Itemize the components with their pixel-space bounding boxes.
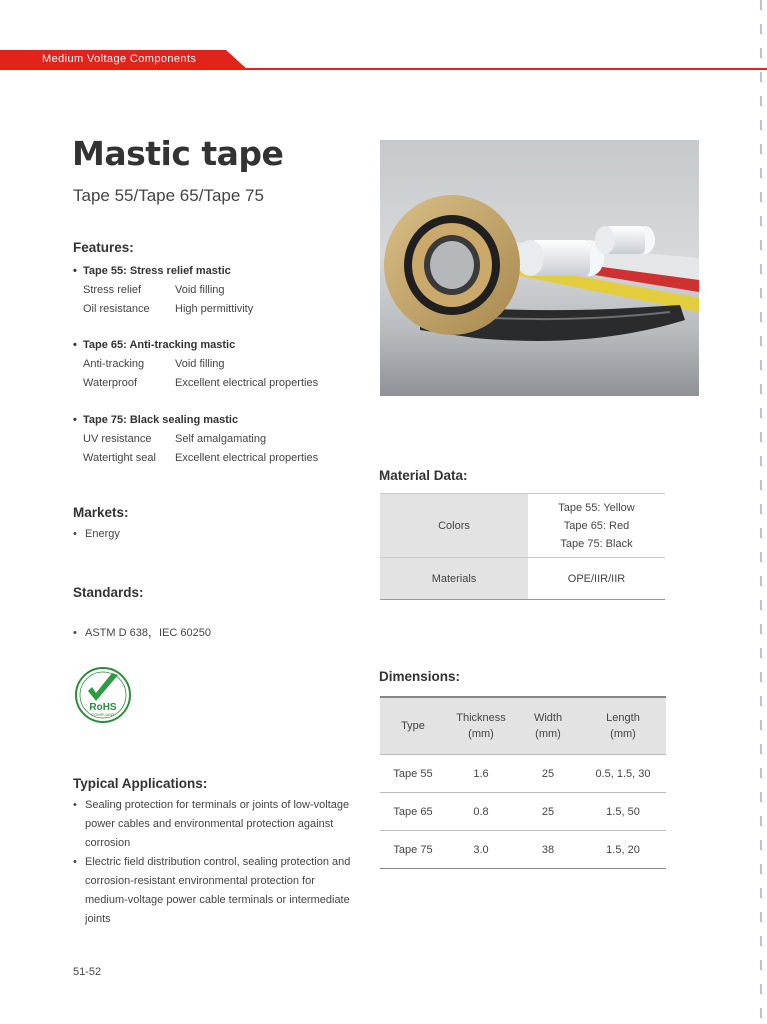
applications-heading: Typical Applications: [73, 776, 208, 791]
feature-row [73, 355, 363, 374]
feature-item: Void filling [175, 284, 225, 296]
table-cell-label: Materials [380, 558, 528, 600]
material-data-table [380, 493, 665, 600]
page-subtitle: Tape 55/Tape 65/Tape 75 [73, 186, 264, 205]
cell-width: 25 [516, 755, 580, 793]
standards-heading: Standards: [73, 585, 144, 600]
feature-group-tape65 [73, 336, 363, 393]
column-header-label: Length [606, 712, 640, 724]
column-header-width [516, 697, 580, 755]
table-row [380, 831, 666, 869]
dimensions-table [380, 696, 666, 869]
column-header-length [580, 697, 666, 755]
feature-item: Self amalgamating [175, 433, 267, 445]
page-number: 51-52 [73, 966, 102, 978]
cell-length: 0.5, 1.5, 30 [580, 755, 666, 793]
cell-length: 1.5, 20 [580, 831, 666, 869]
cell-type: Tape 55 [380, 755, 446, 793]
cell-type: Tape 75 [380, 831, 446, 869]
table-cell-materials: OPE/IIR/IIR [528, 558, 665, 600]
column-header-label: Thickness [456, 712, 506, 724]
feature-item: Void filling [175, 358, 225, 370]
feature-item: Waterproof [83, 377, 138, 389]
dimensions-heading: Dimensions: [379, 669, 461, 684]
table-row [380, 494, 665, 558]
material-data-heading: Material Data: [379, 468, 468, 483]
market-item: • Energy [73, 525, 767, 544]
feature-item: Stress relief [83, 284, 142, 296]
application-item: • Electric field distribution control, sealing protection and corrosion-resistant environmental protection for medium-voltage power cable terminals or intermediate joints [73, 853, 353, 929]
product-photo [380, 140, 699, 396]
cell-thickness: 3.0 [446, 831, 516, 869]
rohs-logo [74, 665, 132, 725]
feature-group-tape55 [73, 262, 363, 319]
feature-item: High permittivity [175, 303, 254, 315]
markets-heading: Markets: [73, 505, 129, 520]
column-header-type: Type [380, 697, 446, 755]
rohs-logo-text: RoHS [89, 702, 117, 713]
feature-item: Oil resistance [83, 303, 150, 315]
column-header-unit: (mm) [610, 728, 636, 740]
table-header-row [380, 697, 666, 755]
feature-group-title: • Tape 55: Stress relief mastic [73, 262, 363, 281]
feature-item: Excellent electrical properties [175, 452, 319, 464]
cell-length: 1.5, 50 [580, 793, 666, 831]
features-heading: Features: [73, 240, 134, 255]
feature-item: Anti-tracking [83, 358, 145, 370]
feature-row [73, 430, 363, 449]
section-title: Medium Voltage Components [42, 53, 197, 65]
feature-item: Watertight seal [83, 452, 156, 464]
applications-list [73, 796, 353, 929]
table-row [380, 793, 666, 831]
feature-group-title: • Tape 65: Anti-tracking mastic [73, 336, 363, 355]
color-value: Tape 65: Red [563, 519, 630, 532]
table-cell-label: Colors [380, 494, 528, 558]
table-row [380, 558, 665, 600]
cell-thickness: 1.6 [446, 755, 516, 793]
column-header-label: Width [533, 712, 563, 724]
feature-group-tape75 [73, 411, 363, 468]
feature-item: UV resistance [83, 433, 152, 445]
standard-item: • ASTM D 638，IEC 60250 [73, 624, 767, 643]
feature-row [73, 449, 363, 468]
table-row [380, 755, 666, 793]
rohs-logo-subtext: COMPLIANT [91, 712, 115, 717]
color-value: Tape 55: Yellow [558, 501, 635, 514]
column-header-unit: (mm) [468, 728, 494, 740]
feature-item: Excellent electrical properties [175, 377, 319, 389]
header-divider [0, 68, 767, 70]
cell-width: 25 [516, 793, 580, 831]
feature-group-title: • Tape 75: Black sealing mastic [73, 411, 363, 430]
color-value: Tape 75: Black [560, 537, 633, 550]
column-header-thickness [446, 697, 516, 755]
feature-row [73, 281, 363, 300]
edge-marks [760, 0, 762, 1024]
cell-width: 38 [516, 831, 580, 869]
cell-type: Tape 65 [380, 793, 446, 831]
feature-row [73, 374, 363, 393]
feature-row [73, 300, 363, 319]
cell-thickness: 0.8 [446, 793, 516, 831]
table-cell-colors [528, 494, 665, 558]
column-header-unit: (mm) [535, 728, 561, 740]
page-title: Mastic tape [72, 134, 284, 173]
application-item: • Sealing protection for terminals or joints of low-voltage power cables and environmental protection against corrosion [73, 796, 353, 853]
